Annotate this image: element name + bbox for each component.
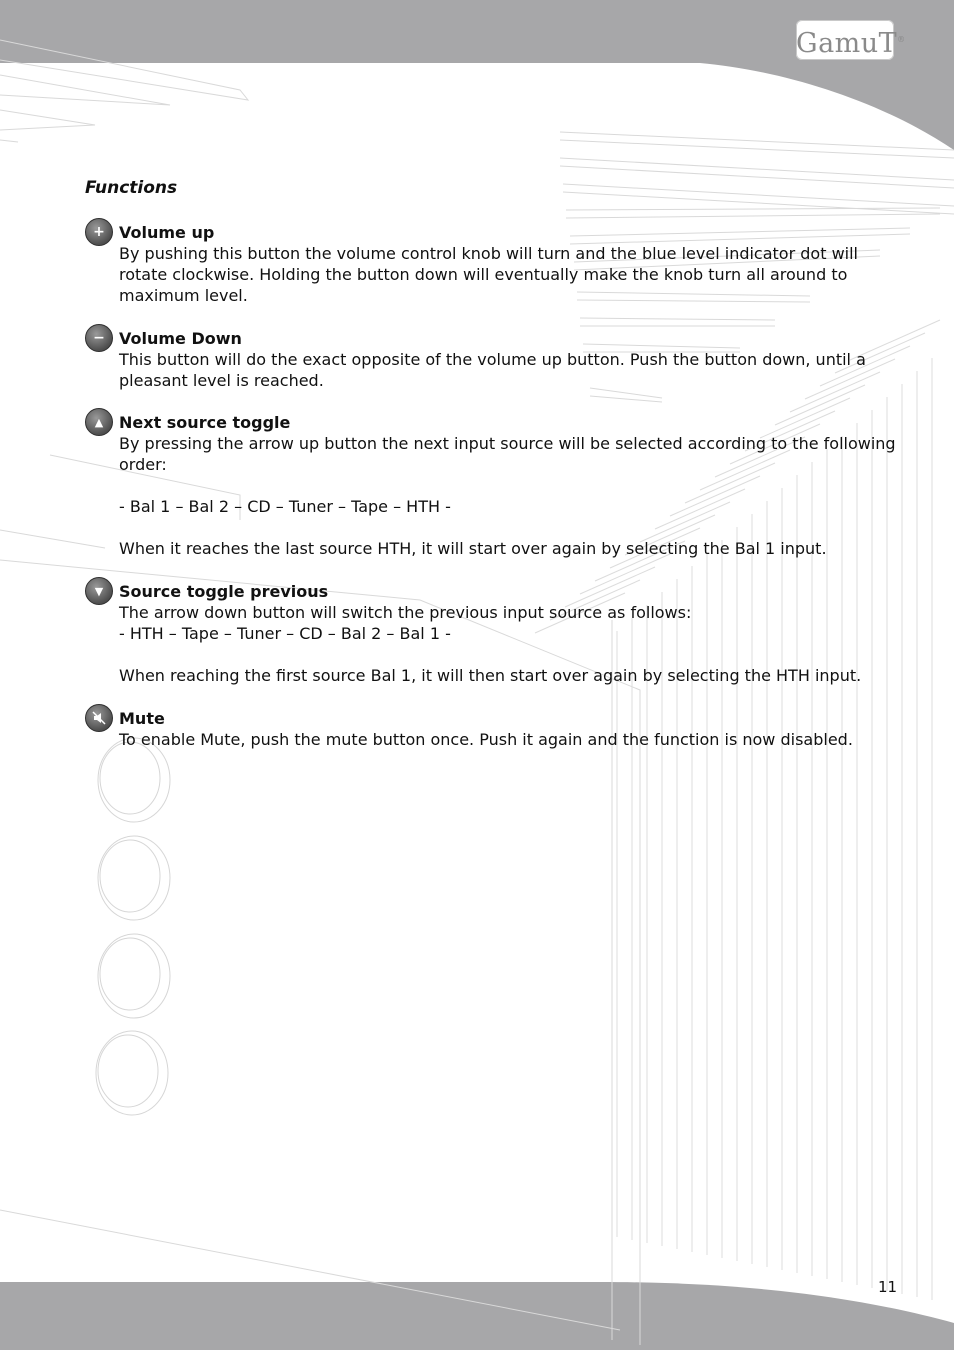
section-title: Volume up [119,223,215,242]
page-heading: Functions [85,178,178,198]
section-title: Next source toggle [119,413,291,432]
body-line: maximum level. [119,286,248,305]
minus-icon: − [85,324,113,352]
mute-icon [85,704,113,732]
section-previous-source [94,581,899,686]
section-next-source [94,412,899,559]
body-line: By pressing the arrow up button the next input source will be selected according to the following [119,434,896,453]
plus-icon: + [85,218,113,246]
section-volume-up [93,222,899,306]
body-line: When it reaches the last source HTH, it will start over again by selecting the Bal 1 input. [119,539,827,558]
body-line: This button will do the exact opposite of the volume up button. Push the button down, until a [119,350,866,369]
section-mute [119,708,899,750]
page-number: 11 [878,1278,898,1296]
section-volume-down [93,328,899,391]
section-title: Mute [119,709,165,728]
gamut-logo: GamuT® [796,20,894,60]
body-line: order: [119,455,167,474]
body-line: pleasant level is reached. [119,371,324,390]
section-title: Source toggle previous [119,582,329,601]
body-line: To enable Mute, push the mute button once. Push it again and the function is now disabled. [119,730,853,749]
body-line: rotate clockwise. Holding the button down will eventually make the knob turn all around to [119,265,848,284]
source-order-line: - Bal 1 – Bal 2 – CD – Tuner – Tape – HTH - [119,497,451,516]
arrow-down-icon: ▼ [85,577,113,605]
body-line: The arrow down button will switch the previous input source as follows: [119,603,692,622]
source-order-line: - HTH – Tape – Tuner – CD – Bal 2 – Bal 1 - [119,624,451,643]
body-line: By pushing this button the volume control knob will turn and the blue level indicator dot will [119,244,858,263]
arrow-up-icon: ▲ [85,408,113,436]
body-line: When reaching the first source Bal 1, it will then start over again by selecting the HTH input. [119,666,862,685]
section-title: Volume Down [119,329,242,348]
